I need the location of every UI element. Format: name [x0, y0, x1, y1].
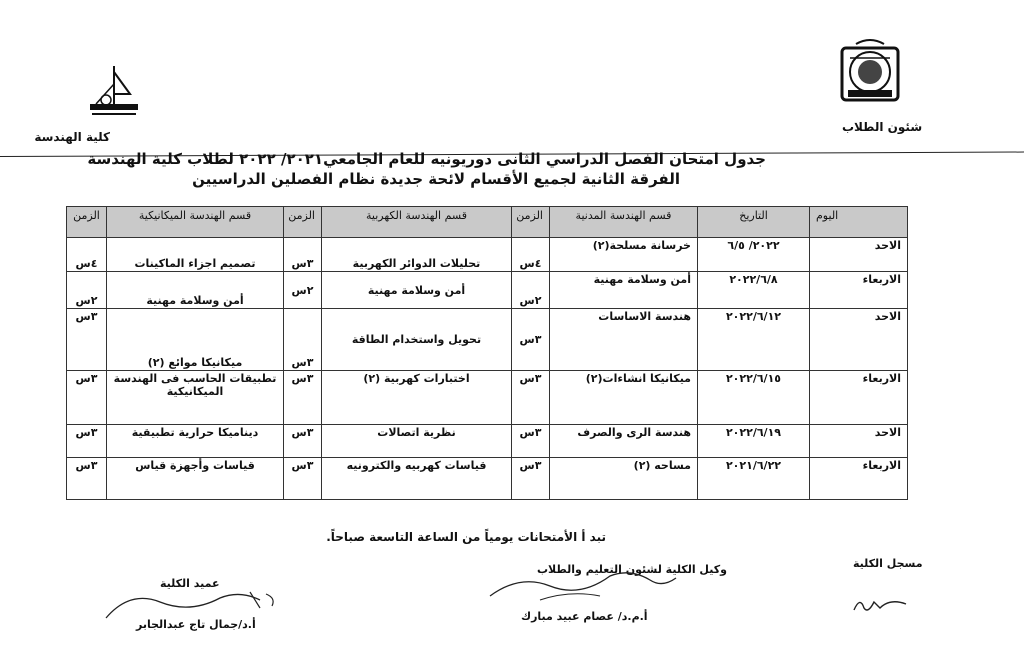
- dean-title: عميد الكلية: [160, 577, 220, 590]
- table-row: [67, 308, 908, 370]
- cell-civil-time: ٣س: [512, 370, 550, 424]
- exam-schedule-table: [66, 206, 908, 500]
- cell-civil-time: ٣س: [512, 425, 550, 458]
- cell-mech-time: ٣س: [67, 308, 107, 370]
- cell-mech-time: ٢س: [67, 272, 107, 309]
- cell-day: الاحد: [810, 238, 908, 272]
- exam-start-note: تبد أ الأمتحانات يومياً من الساعة التاسعة صباحاً.: [326, 530, 606, 544]
- cell-mech-time: ٣س: [67, 458, 107, 500]
- table-row: [67, 272, 908, 309]
- cell-day: الاربعاء: [810, 370, 908, 424]
- cell-elec-time: ٣س: [284, 308, 322, 370]
- header-mech-time: الزمن: [67, 207, 107, 238]
- cell-civil-time: ٣س: [512, 458, 550, 500]
- cell-mech: ميكانيكا موائع (٢): [107, 308, 284, 370]
- cell-mech: تصميم اجزاء الماكينات: [107, 238, 284, 272]
- cell-elec-time: ٣س: [284, 238, 322, 272]
- cell-day: الاحد: [810, 308, 908, 370]
- cell-civil: مساحه (٢): [550, 458, 698, 500]
- cell-mech: تطبيقات الحاسب فى الهندسة الميكانيكية: [107, 370, 284, 424]
- table-row: [67, 238, 908, 272]
- table-row: [67, 458, 908, 500]
- cell-day: الاربعاء: [810, 458, 908, 500]
- cell-date: ٢٠٢١/٦/٢٢: [698, 458, 810, 500]
- university-seal-logo: [836, 38, 904, 106]
- cell-day: الاحد: [810, 425, 908, 458]
- cell-elec-time: ٢س: [284, 272, 322, 309]
- table-header-row: [67, 207, 908, 238]
- cell-elec-time: ٣س: [284, 370, 322, 424]
- cell-civil-time: ٤س: [512, 238, 550, 272]
- vice-dean-signature: [480, 566, 680, 606]
- cell-mech: قياسات وأجهزة قياس: [107, 458, 284, 500]
- cell-elec-time: ٣س: [284, 458, 322, 500]
- cell-date: ٢٠٢٢/٦/١٩: [698, 425, 810, 458]
- cell-date: ٢٠٢٢/٦/٨: [698, 272, 810, 309]
- header-civil-time: الزمن: [512, 207, 550, 238]
- header-date: التاريخ: [698, 207, 810, 238]
- cell-date: ٢٠٢٢/٦/١٥: [698, 370, 810, 424]
- cell-elec: نظرية اتصالات: [322, 425, 512, 458]
- cell-elec-time: ٣س: [284, 425, 322, 458]
- vice-dean-title: وكيل الكلية لشئون التعليم والطلاب: [537, 563, 727, 576]
- student-affairs-label: شئون الطلاب: [842, 120, 923, 134]
- table-row: [67, 425, 908, 458]
- header-mech: قسم الهندسة الميكانيكية: [107, 207, 284, 238]
- cell-mech-time: ٤س: [67, 238, 107, 272]
- document-title: جدول امتحان الفصل الدراسي الثانى دوريونيه للعام الجامعي٢٠٢١/ ٢٠٢٢ لطلاب كلية الهندسة: [87, 150, 766, 168]
- cell-civil-time: ٣س: [512, 308, 550, 370]
- cell-elec: أمن وسلامة مهنية: [322, 272, 512, 309]
- cell-civil: أمن وسلامة مهنية: [550, 272, 698, 309]
- cell-mech-time: ٣س: [67, 425, 107, 458]
- faculty-label: كلية الهندسة: [34, 130, 110, 144]
- faculty-logo: [88, 64, 140, 120]
- registrar-title: مسجل الكلية: [853, 557, 923, 570]
- document-subtitle: الفرقة الثانية لجميع الأقسام لائحة جديدة نظام الفصلين الدراسيين: [192, 170, 680, 188]
- cell-mech-time: ٣س: [67, 370, 107, 424]
- registrar-signature: [850, 590, 910, 618]
- cell-day: الاربعاء: [810, 272, 908, 309]
- cell-mech: أمن وسلامة مهنية: [107, 272, 284, 309]
- cell-civil: ميكانيكا انشاءات(٢): [550, 370, 698, 424]
- cell-civil: هندسة الاساسات: [550, 308, 698, 370]
- table-row: [67, 370, 908, 424]
- cell-civil-time: ٢س: [512, 272, 550, 309]
- header-civil: قسم الهندسة المدنية: [550, 207, 698, 238]
- cell-elec: تحويل واستخدام الطاقة: [322, 308, 512, 370]
- cell-elec: اختبارات كهربية (٢): [322, 370, 512, 424]
- header-elec: قسم الهندسة الكهربية: [322, 207, 512, 238]
- cell-elec: قياسات كهربيه والكترونيه: [322, 458, 512, 500]
- cell-mech: ديناميكا حرارية تطبيقية: [107, 425, 284, 458]
- dean-name: أ.د/جمال تاج عبدالجابر: [136, 618, 256, 631]
- cell-civil: خرسانة مسلحة(٢): [550, 238, 698, 272]
- cell-date: ٢٠٢٢/٦/١٢: [698, 308, 810, 370]
- header-day: اليوم: [810, 207, 908, 238]
- vice-dean-name: أ.م.د/ عصام عبيد مبارك: [521, 610, 648, 623]
- cell-elec: تحليلات الدوائر الكهربية: [322, 238, 512, 272]
- header-elec-time: الزمن: [284, 207, 322, 238]
- cell-date: ٢٠٢٢/ ٦/٥: [698, 238, 810, 272]
- cell-civil: هندسة الرى والصرف: [550, 425, 698, 458]
